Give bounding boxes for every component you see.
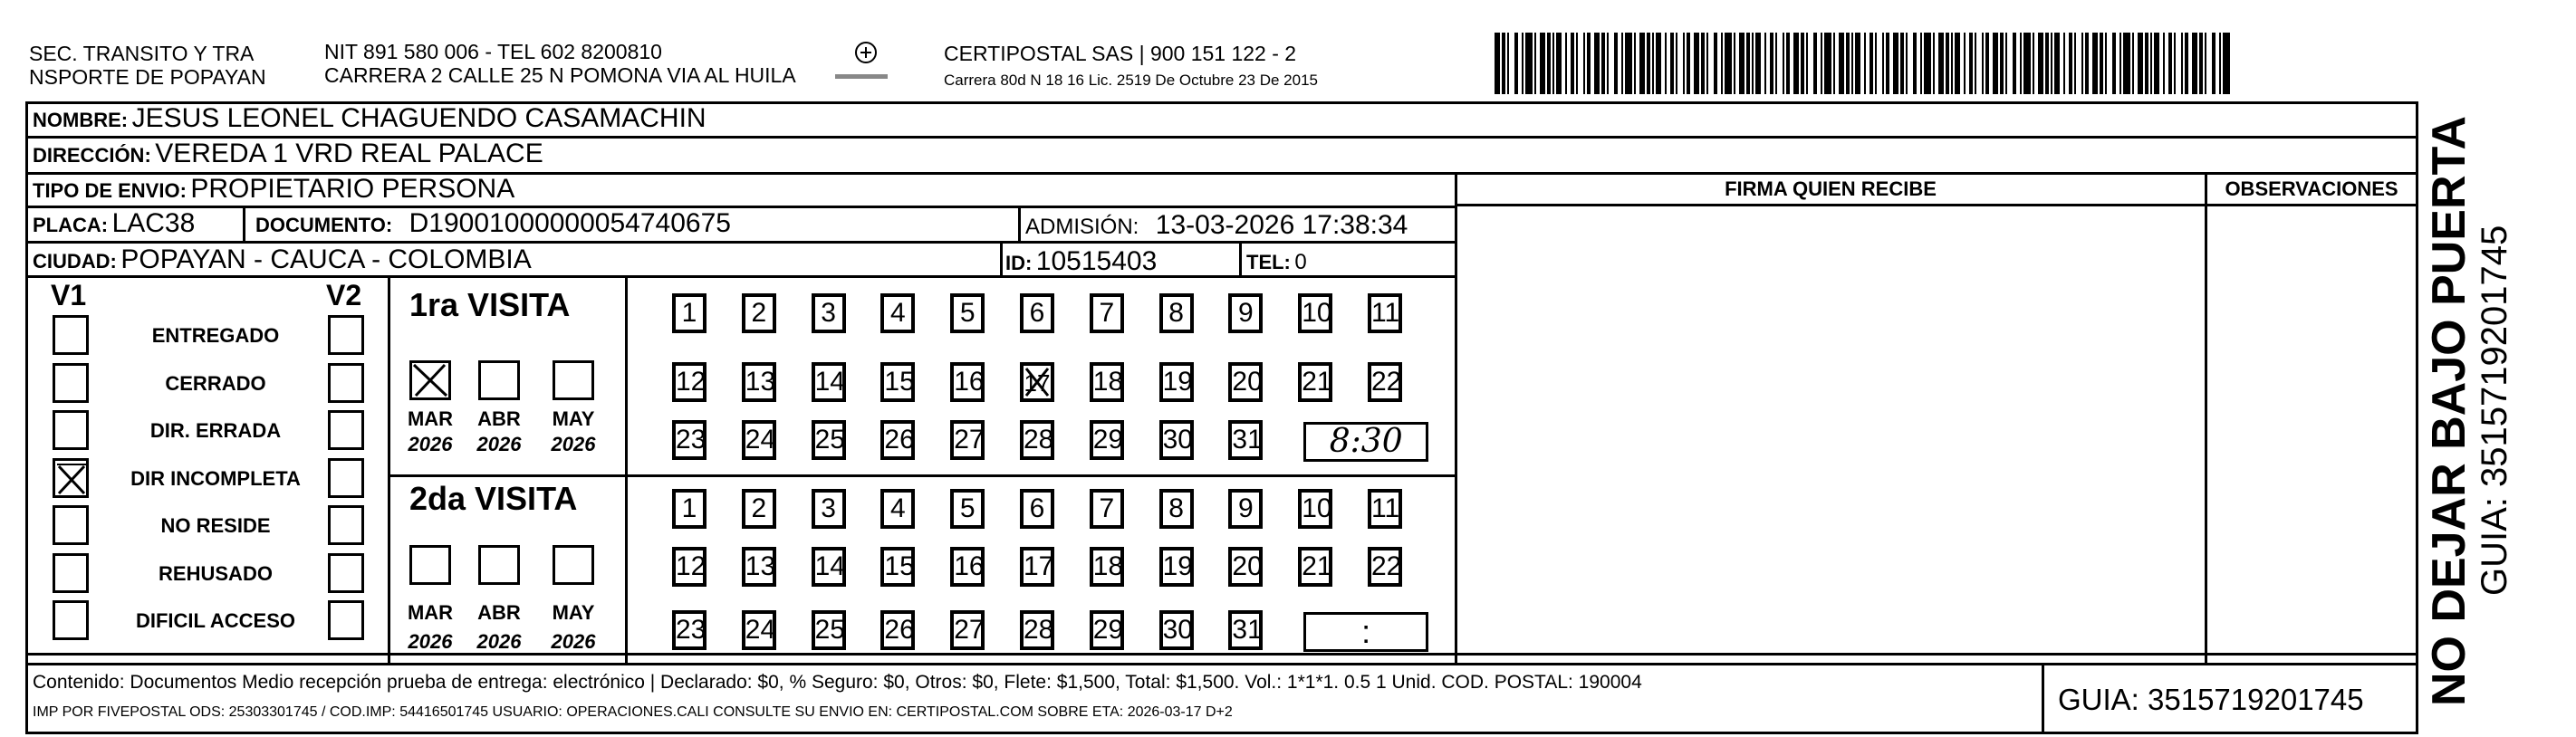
footer-guia: GUIA: 3515719201745 (2058, 683, 2364, 716)
sender-contact (324, 40, 796, 87)
month-checkbox[interactable] (409, 360, 451, 400)
day-box[interactable]: 25 (812, 420, 846, 460)
day-box[interactable] (1020, 362, 1054, 402)
id-cell (1005, 246, 1157, 277)
day-box[interactable]: 13 (742, 547, 776, 587)
signature-area[interactable] (1458, 208, 2203, 661)
v1-checkbox[interactable] (53, 600, 89, 640)
day-box[interactable]: 23 (672, 610, 706, 650)
ciudad-cell (33, 244, 532, 275)
month-checkbox[interactable] (409, 545, 451, 585)
company-line: CERTIPOSTAL SAS | 900 151 122 - 2 (944, 42, 1297, 65)
v1-checkbox[interactable] (53, 363, 89, 403)
day-box[interactable]: 10 (1298, 293, 1332, 333)
documento-cell (255, 208, 731, 239)
day-box[interactable]: 22 (1368, 547, 1402, 587)
day-box[interactable]: 28 (1020, 420, 1054, 460)
year-label: 2026 (408, 433, 453, 455)
day-box[interactable]: 7 (1090, 489, 1124, 529)
year-label: 2026 (476, 630, 522, 653)
day-box[interactable]: 15 (880, 362, 915, 402)
month-label: MAY (552, 601, 595, 624)
v1-checkbox[interactable] (53, 315, 89, 355)
tel-cell (1246, 250, 1307, 275)
status-label: REHUSADO (159, 561, 273, 585)
tel-value: 0 (1294, 250, 1307, 274)
status-label: DIR. ERRADA (149, 419, 282, 442)
day-box[interactable]: 26 (880, 610, 915, 650)
side-warning (2424, 116, 2514, 706)
status-label: ENTREGADO (151, 324, 280, 347)
day-box[interactable]: 12 (672, 362, 706, 402)
nombre-value: JESUS LEONEL CHAGUENDO CASAMACHIN (131, 103, 706, 133)
v2-checkbox[interactable] (328, 363, 364, 403)
observaciones-area[interactable] (2208, 208, 2415, 661)
second-visit-time[interactable]: : (1303, 612, 1428, 652)
month-label: ABR (477, 407, 521, 430)
no-dejar-text: NO DEJAR BAJO PUERTA (2423, 115, 2475, 706)
v1-checkbox[interactable] (53, 505, 89, 545)
admision-label: ADMISIÓN: (1025, 215, 1139, 239)
status-label: DIFICIL ACCESO (135, 609, 295, 632)
tipo-value: PROPIETARIO PERSONA (190, 174, 515, 204)
day-box[interactable]: 18 (1090, 547, 1124, 587)
day-box[interactable]: 21 (1298, 362, 1332, 402)
day-box[interactable]: 27 (950, 610, 985, 650)
placa-value: LAC38 (111, 208, 196, 238)
v2-checkbox[interactable] (328, 505, 364, 545)
day-box[interactable]: 29 (1090, 420, 1124, 460)
day-box[interactable]: 7 (1090, 293, 1124, 333)
contenido-text: Contenido: Documentos Medio recepción prueba de entrega: electrónico | Declarado: $0, % Seguro: $0, Otros: $0, Flete: $1,500, Total: $1,500. Vol.: 1*1*1. 0.5 1 Unid. COD. POSTAL: 190004 (33, 672, 1642, 693)
sender-name (29, 42, 266, 89)
svg-text:17: 17 (1024, 369, 1051, 397)
day-box[interactable]: 1 (672, 293, 706, 333)
day-box[interactable]: 6 (1020, 293, 1054, 333)
license-line: Carrera 80d N 18 16 Lic. 2519 De Octubre 23 De 2015 (944, 72, 1318, 89)
day-box[interactable]: 17 (1020, 547, 1054, 587)
day-box[interactable]: 14 (812, 362, 846, 402)
v1-checkbox[interactable] (53, 553, 89, 593)
v2-label: V2 (326, 279, 362, 311)
id-value: 10515403 (1035, 246, 1158, 276)
month-label: MAY (552, 407, 595, 430)
day-box[interactable]: 29 (1090, 610, 1124, 650)
day-box[interactable]: 24 (742, 420, 776, 460)
day-box[interactable]: 14 (812, 547, 846, 587)
nit-line: NIT 891 580 006 - TEL 602 8200810 (324, 40, 662, 63)
day-box[interactable]: 10 (1298, 489, 1332, 529)
day-box[interactable]: 21 (1298, 547, 1332, 587)
day-box[interactable]: 22 (1368, 362, 1402, 402)
direccion-row (33, 139, 543, 169)
day-box[interactable]: 30 (1159, 610, 1194, 650)
month-label: MAR (407, 601, 454, 624)
day-box[interactable]: 27 (950, 420, 985, 460)
barcode (1495, 33, 2230, 94)
day-box[interactable]: 5 (950, 489, 985, 529)
observaciones-header (2206, 172, 2417, 206)
day-box[interactable]: 31 (1228, 610, 1263, 650)
day-box[interactable]: 11 (1368, 489, 1402, 529)
day-box[interactable]: 8 (1159, 489, 1194, 529)
admision-cell (1025, 210, 1408, 241)
admision-value: 13-03-2026 17:38:34 (1155, 210, 1408, 240)
v1-checkbox[interactable] (53, 410, 89, 450)
day-box[interactable]: 8 (1159, 293, 1194, 333)
day-box[interactable]: 1 (672, 489, 706, 529)
sender-line-2: NSPORTE DE POPAYAN (29, 65, 266, 89)
documento-value: D19001000000054740675 (409, 208, 731, 238)
day-box[interactable]: 3 (812, 293, 846, 333)
day-box[interactable]: 30 (1159, 420, 1194, 460)
status-label: DIR INCOMPLETA (130, 466, 301, 490)
certipostal-logo (831, 36, 889, 91)
firma-label: FIRMA QUIEN RECIBE (1725, 177, 1937, 200)
year-label: 2026 (551, 433, 596, 455)
status-label: CERRADO (165, 371, 266, 395)
month-checkbox[interactable] (478, 360, 520, 400)
day-box[interactable]: 23 (672, 420, 706, 460)
v2-checkbox[interactable] (328, 600, 364, 640)
address-line: CARRERA 2 CALLE 25 N POMONA VIA AL HUILA (324, 63, 796, 87)
day-box[interactable]: 13 (742, 362, 776, 402)
status-label: NO RESIDE (160, 514, 271, 537)
direccion-label: DIRECCIÓN: (33, 144, 151, 167)
day-box[interactable]: 25 (812, 610, 846, 650)
company-info (944, 42, 1318, 90)
year-label: 2026 (408, 630, 453, 653)
day-box[interactable]: 19 (1159, 547, 1194, 587)
month-checkbox[interactable] (553, 545, 594, 585)
placa-label: PLACA: (33, 214, 109, 236)
ciudad-value: POPAYAN - CAUCA - COLOMBIA (120, 244, 532, 274)
v1-checkbox[interactable] (53, 458, 89, 498)
v2-checkbox[interactable] (328, 315, 364, 355)
first-visit-time[interactable]: 8:30 (1303, 422, 1428, 462)
day-box[interactable]: 2 (742, 489, 776, 529)
tel-label: TEL: (1246, 251, 1291, 273)
observaciones-label: OBSERVACIONES (2225, 177, 2398, 200)
day-box[interactable]: 24 (742, 610, 776, 650)
day-box[interactable]: 2 (742, 293, 776, 333)
imp-text: IMP POR FIVEPOSTAL ODS: 25303301745 / COD.IMP: 54416501745 USUARIO: OPERACIONES.CALI CONSULTE SU ENVIO EN: CERTIPOSTAL.COM SOBRE ETA: 2026-03-17 D+2 (33, 704, 1233, 720)
v1-label: V1 (51, 279, 87, 311)
v2-checkbox[interactable] (328, 458, 364, 498)
day-box[interactable]: 16 (950, 547, 985, 587)
direccion-value: VEREDA 1 VRD REAL PALACE (155, 139, 543, 168)
day-box[interactable]: 9 (1228, 293, 1263, 333)
placa-cell (33, 208, 195, 239)
day-box[interactable]: 18 (1090, 362, 1124, 402)
day-box[interactable]: 16 (950, 362, 985, 402)
year-label: 2026 (551, 630, 596, 653)
day-box[interactable]: 9 (1228, 489, 1263, 529)
month-label: ABR (477, 601, 521, 624)
day-box[interactable]: 15 (880, 547, 915, 587)
nombre-label: NOMBRE: (33, 109, 129, 131)
firma-header (1456, 172, 2205, 206)
day-box[interactable]: 28 (1020, 610, 1054, 650)
first-visit-label: 1ra VISITA (409, 286, 571, 323)
month-checkbox[interactable] (553, 360, 594, 400)
v2-checkbox[interactable] (328, 410, 364, 450)
day-box[interactable]: 11 (1368, 293, 1402, 333)
v2-checkbox[interactable] (328, 553, 364, 593)
side-guia-text: GUIA: 3515719201745 (2475, 225, 2514, 596)
day-box[interactable]: 4 (880, 293, 915, 333)
month-checkbox[interactable] (478, 545, 520, 585)
day-box[interactable]: 5 (950, 293, 985, 333)
year-label: 2026 (476, 433, 522, 455)
tipo-row (33, 174, 514, 205)
day-box[interactable]: 3 (812, 489, 846, 529)
day-box[interactable]: 6 (1020, 489, 1054, 529)
nombre-row (33, 103, 706, 134)
month-label: MAR (407, 407, 454, 430)
documento-label: DOCUMENTO: (255, 214, 393, 236)
day-box[interactable]: 19 (1159, 362, 1194, 402)
sender-line-1: SEC. TRANSITO Y TRA (29, 42, 255, 65)
day-box[interactable]: 31 (1228, 420, 1263, 460)
day-box[interactable]: 26 (880, 420, 915, 460)
id-label: ID: (1005, 252, 1033, 274)
tipo-label: TIPO DE ENVIO: (33, 179, 187, 202)
second-visit-label: 2da VISITA (409, 480, 578, 517)
ciudad-label: CIUDAD: (33, 250, 117, 273)
day-box[interactable]: 4 (880, 489, 915, 529)
day-box[interactable]: 12 (672, 547, 706, 587)
day-box[interactable]: 20 (1228, 547, 1263, 587)
day-box[interactable]: 20 (1228, 362, 1263, 402)
